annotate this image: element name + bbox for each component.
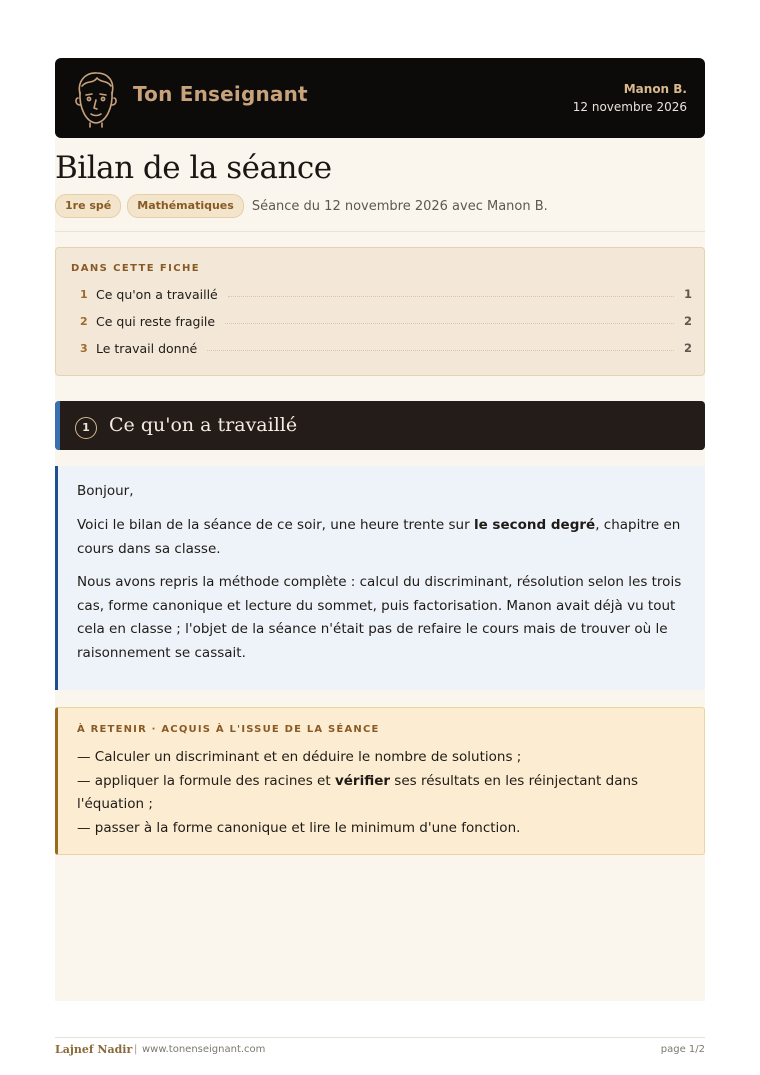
toc-item-label: Ce qu'on a travaillé — [96, 286, 218, 302]
letter-bold: le second degré — [473, 517, 596, 533]
session-line: Séance du 12 novembre 2026 avec Manon B. — [251, 198, 548, 214]
retain-box — [55, 707, 705, 855]
letter-text: , chapitre en cours dans sa classe. — [77, 517, 681, 557]
toc-leader — [225, 323, 674, 324]
letter-box — [55, 466, 705, 690]
toc-item-page: 2 — [683, 314, 692, 328]
letter-paragraph-1 — [77, 514, 682, 561]
toc-leader — [228, 296, 674, 297]
table-of-contents — [55, 247, 705, 376]
retain-list — [77, 746, 677, 840]
toc-item-page: 1 — [683, 287, 692, 301]
retain-item — [77, 770, 677, 817]
letter-text: Voici le bilan de la séance de ce soir, une heure trente sur — [77, 517, 474, 533]
toc-item-label: Le travail donné — [96, 340, 198, 356]
brand-name: Ton Enseignant — [133, 82, 308, 106]
teacher-face-icon — [71, 68, 121, 128]
section-accent — [55, 401, 60, 450]
retain-item: — passer à la forme canonique et lire le minimum d'une fonction. — [77, 819, 521, 836]
footer-divider — [55, 1037, 705, 1038]
section-title: Ce qu'on a travaillé — [109, 414, 298, 436]
title-meta — [55, 194, 548, 218]
section-header-1 — [55, 401, 705, 450]
header-date: 12 novembre 2026 — [572, 100, 687, 114]
section-number: 1 — [75, 417, 97, 439]
toc-item-1[interactable] — [80, 285, 692, 303]
page-number: page 1/2 — [660, 1044, 705, 1055]
toc-item-number: 2 — [80, 314, 88, 328]
toc-item-3[interactable] — [80, 339, 692, 357]
letter-greeting: Bonjour, — [77, 483, 134, 499]
footer-url[interactable]: www.tonenseignant.com — [142, 1044, 266, 1055]
toc-item-number: 1 — [80, 287, 88, 301]
header-bar — [55, 58, 705, 138]
page-title: Bilan de la séance — [55, 150, 332, 186]
level-chip: 1re spé — [55, 194, 121, 218]
retain-item: — Calculer un discriminant et en déduire le nombre de solutions ; — [77, 749, 522, 765]
toc-item-2[interactable] — [80, 312, 692, 330]
retain-text: ses résultats en les réinjectant dans l'équation ; — [77, 772, 639, 812]
title-divider — [55, 231, 705, 232]
subject-chip: Mathématiques — [127, 194, 244, 218]
toc-item-number: 3 — [80, 341, 88, 355]
toc-item-label: Ce qui reste fragile — [96, 313, 216, 329]
toc-heading: DANS CETTE FICHE — [71, 263, 200, 274]
retain-bold: vérifier — [334, 772, 391, 789]
student-name: Manon B. — [623, 82, 687, 96]
retain-heading: À RETENIR · ACQUIS À L'ISSUE DE LA SÉANCE — [77, 724, 380, 735]
footer-author: Lajnef Nadir — [55, 1043, 133, 1056]
footer-separator: | — [134, 1044, 138, 1055]
toc-leader — [207, 350, 674, 351]
toc-item-page: 2 — [683, 341, 692, 355]
retain-text: — appliquer la formule des racines et — [77, 772, 335, 789]
letter-paragraph-2: Nous avons repris la méthode complète : calcul du discriminant, résolution selon les trois cas, forme canonique et lecture du sommet, puis factorisation. Manon avait déjà vu tout cela en classe ; l'objet de la séance n'était pas de refaire le cours mais de trouver où le raisonnement se cassait. — [77, 574, 682, 661]
